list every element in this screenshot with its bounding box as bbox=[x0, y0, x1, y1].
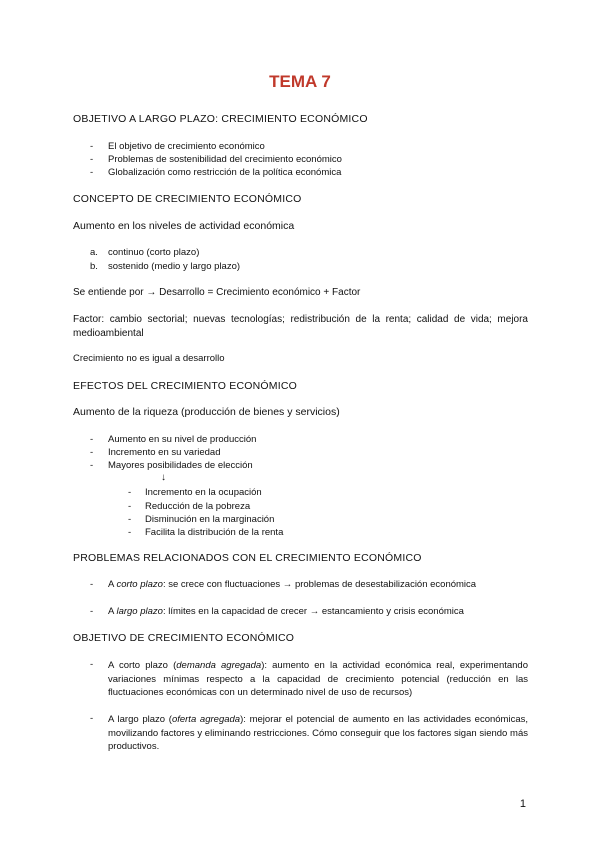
down-arrow-icon: ↓ bbox=[161, 472, 166, 483]
list-item: Incremento en su variedad bbox=[108, 447, 221, 458]
bullet-dash: - bbox=[128, 487, 132, 498]
paragraph-definition: Se entiende por → Desarrollo = Crecimiento económico + Factor bbox=[73, 287, 361, 298]
section-heading-efectos: EFECTOS DEL CRECIMIENTO ECONÓMICO bbox=[73, 380, 298, 392]
list-item: continuo (corto plazo) bbox=[108, 247, 200, 258]
item-text: A bbox=[108, 579, 117, 590]
list-item: Aumento en su nivel de producción bbox=[108, 434, 257, 445]
page-number: 1 bbox=[519, 798, 526, 810]
list-item: Disminución en la marginación bbox=[145, 514, 275, 525]
bullet-dash: - bbox=[90, 447, 94, 458]
item-text: ): mejorar el potencial de aumento en las actividades económicas, movilizando factores y eliminando restricciones. Cómo conseguir que los factores sigan siendo más productivos. bbox=[108, 714, 528, 752]
list-item: Mayores posibilidades de elección bbox=[108, 460, 253, 471]
bullet-dash: - bbox=[90, 606, 94, 617]
section-heading-objetivo: OBJETIVO DE CRECIMIENTO ECONÓMICO bbox=[73, 632, 295, 644]
list-marker: b. bbox=[90, 261, 98, 272]
item-text: ): aumento en la actividad económica real, experimentando variaciones mínimas respecto a la capacidad de crecimiento potencial (reducción en las fluctuaciones económicas con un determinado nivel de uso de recursos) bbox=[108, 660, 529, 698]
list-item: Facilita la distribución de la renta bbox=[145, 527, 284, 538]
bullet-dash: - bbox=[128, 514, 132, 525]
item-text: A corto plazo ( bbox=[108, 660, 177, 671]
list-item-oferta-agregada bbox=[108, 713, 528, 754]
document-title: TEMA 7 bbox=[269, 72, 331, 91]
item-emphasis: largo plazo bbox=[116, 606, 163, 617]
list-item: sostenido (medio y largo plazo) bbox=[108, 261, 241, 272]
bullet-dash: - bbox=[128, 501, 132, 512]
item-text: A bbox=[108, 606, 117, 617]
bullet-dash: - bbox=[90, 167, 94, 178]
bullet-dash: - bbox=[90, 141, 94, 152]
list-item: Reducción de la pobreza bbox=[145, 501, 251, 512]
section-heading-objetivo-largo-plazo: OBJETIVO A LARGO PLAZO: CRECIMIENTO ECONÓMICO bbox=[73, 113, 368, 125]
list-item-corto-plazo bbox=[108, 579, 528, 590]
item-emphasis: corto plazo bbox=[116, 579, 163, 590]
bullet-dash: - bbox=[90, 659, 94, 670]
paragraph-intro: Aumento en los niveles de actividad económica bbox=[73, 220, 295, 232]
item-emphasis: demanda agregada bbox=[176, 660, 262, 671]
item-text: : límites en la capacidad de crecer → estancamiento y crisis económica bbox=[162, 606, 464, 617]
bullet-dash: - bbox=[90, 460, 94, 471]
bullet-dash: - bbox=[128, 527, 132, 538]
list-marker: a. bbox=[90, 247, 98, 258]
item-text: A largo plazo ( bbox=[108, 714, 172, 725]
bullet-dash: - bbox=[90, 434, 94, 445]
paragraph-note: Crecimiento no es igual a desarrollo bbox=[73, 353, 225, 364]
list-item: El objetivo de crecimiento económico bbox=[108, 141, 265, 152]
section-heading-concepto: CONCEPTO DE CRECIMIENTO ECONÓMICO bbox=[73, 193, 302, 205]
bullet-dash: - bbox=[90, 713, 94, 724]
item-emphasis: oferta agregada bbox=[171, 714, 241, 725]
bullet-dash: - bbox=[90, 154, 94, 165]
list-item: Incremento en la ocupación bbox=[145, 487, 262, 498]
paragraph-intro: Aumento de la riqueza (producción de bienes y servicios) bbox=[73, 406, 340, 418]
list-item-demanda-agregada bbox=[108, 659, 528, 700]
section-heading-problemas: PROBLEMAS RELACIONADOS CON EL CRECIMIENTO ECONÓMICO bbox=[73, 552, 422, 564]
list-item: Globalización como restricción de la política económica bbox=[108, 167, 342, 178]
bullet-dash: - bbox=[90, 579, 94, 590]
paragraph-factor: Factor: cambio sectorial; nuevas tecnologías; redistribución de la renta; calidad de vida; mejora medioambiental bbox=[73, 314, 528, 339]
item-text: : se crece con fluctuaciones → problemas de desestabilización económica bbox=[162, 579, 477, 590]
list-item: Problemas de sostenibilidad del crecimiento económico bbox=[108, 154, 342, 165]
list-item-largo-plazo bbox=[108, 606, 528, 617]
